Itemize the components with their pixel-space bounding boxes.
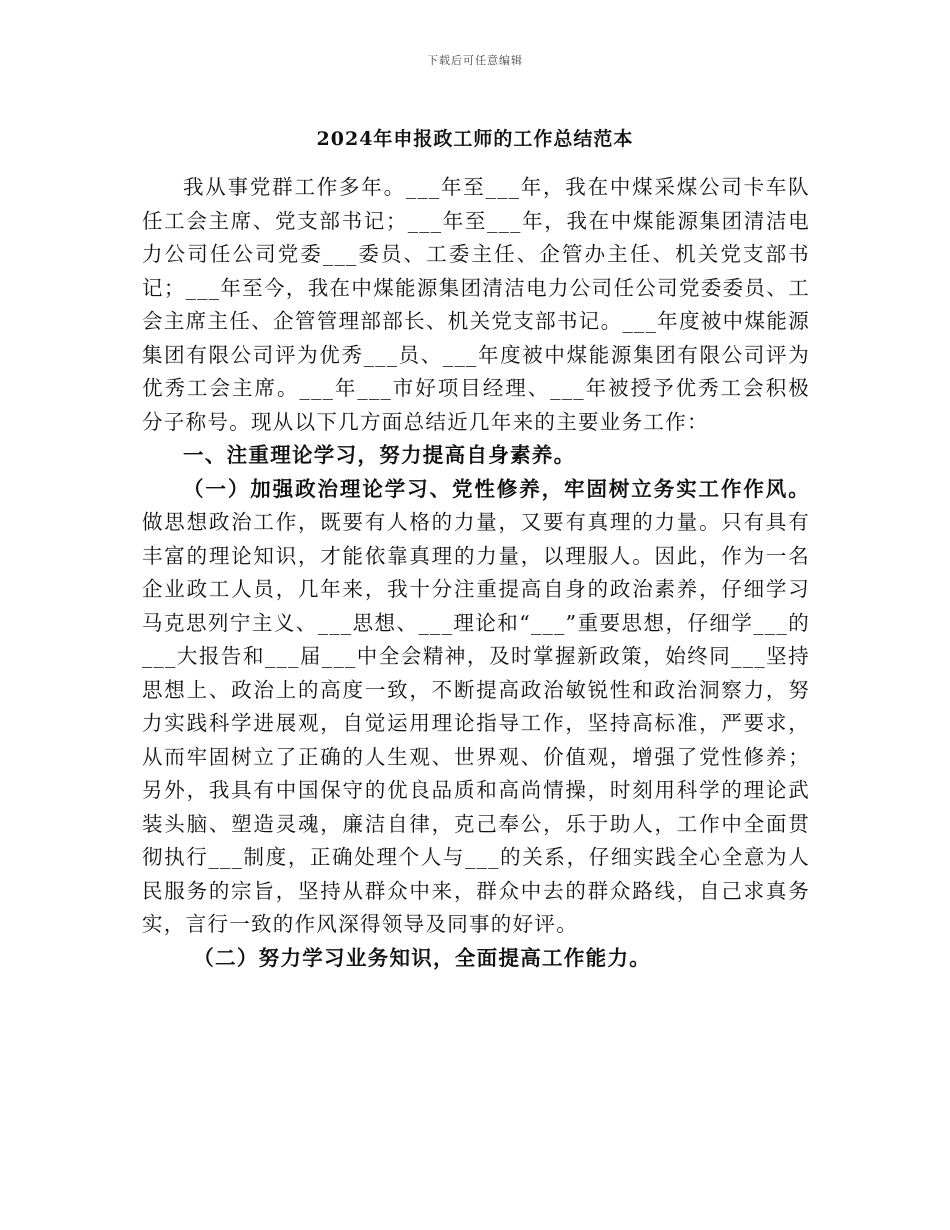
page-header-note: 下载后可任意编辑 — [427, 54, 523, 67]
subsection-heading-2: （二）努力学习业务知识，全面提高工作能力。 — [193, 945, 652, 970]
document-body — [142, 171, 810, 975]
intro-paragraph: 我从事党群工作多年。___年至___年，我在中煤采煤公司卡车队任工会主席、党支部书记；___年至___年，我在中煤能源集团清洁电力公司任公司党委___委员、工委主任、企管办主任、机关党支部书记；___年至今，我在中煤能源集团清洁电力公司任公司党委委员、工会主席主任、企管管理部部长、机关党支部书记。___年度被中煤能源集团有限公司评为优秀___员、___年度被中煤能源集团有限公司评为优秀工会主席。___年___市好项目经理、___年被授予优秀工会积极分子称号。现从以下几方面总结近几年来的主要业务工作： — [142, 175, 810, 434]
subsection-heading-1: （一）加强政治理论学习、党性修养，牢固树立务实工作作风。 — [183, 476, 810, 501]
document-title: 2024年申报政工师的工作总结范本 — [316, 128, 634, 150]
section-heading-1: 一、注重理论学习，努力提高自身素养。 — [183, 443, 576, 467]
subsection-1-paragraph — [142, 473, 810, 942]
subsection-1-body: 做思想政治工作，既要有人格的力量，又要有真理的力量。只有具有丰富的理论知识，才能依靠真理的力量，以理服人。因此，作为一名企业政工人员，几年来，我十分注重提高自身的政治素养，仔细学习马克思列宁主义、___思想、___理论和“___”重要思想，仔细学___的___大报告和___届___中全会精神，及时掌握新政策，始终同___坚持思想上、政治上的高度一致，不断提高政治敏锐性和政治洞察力，努力实践科学进展观，自觉运用理论指导工作，坚持高标准，严要求，从而牢固树立了正确的人生观、世界观、价值观，增强了党性修养；另外，我具有中国保守的优良品质和高尚情操，时刻用科学的理论武装头脑、塑造灵魂，廉洁自律，克己奉公，乐于助人，工作中全面贯彻执行___制度，正确处理个人与___的关系，仔细实践全心全意为人民服务的宗旨，坚持从群众中来，群众中去的群众路线，自己求真务实，言行一致的作风深得领导及同事的好评。 — [142, 510, 810, 936]
